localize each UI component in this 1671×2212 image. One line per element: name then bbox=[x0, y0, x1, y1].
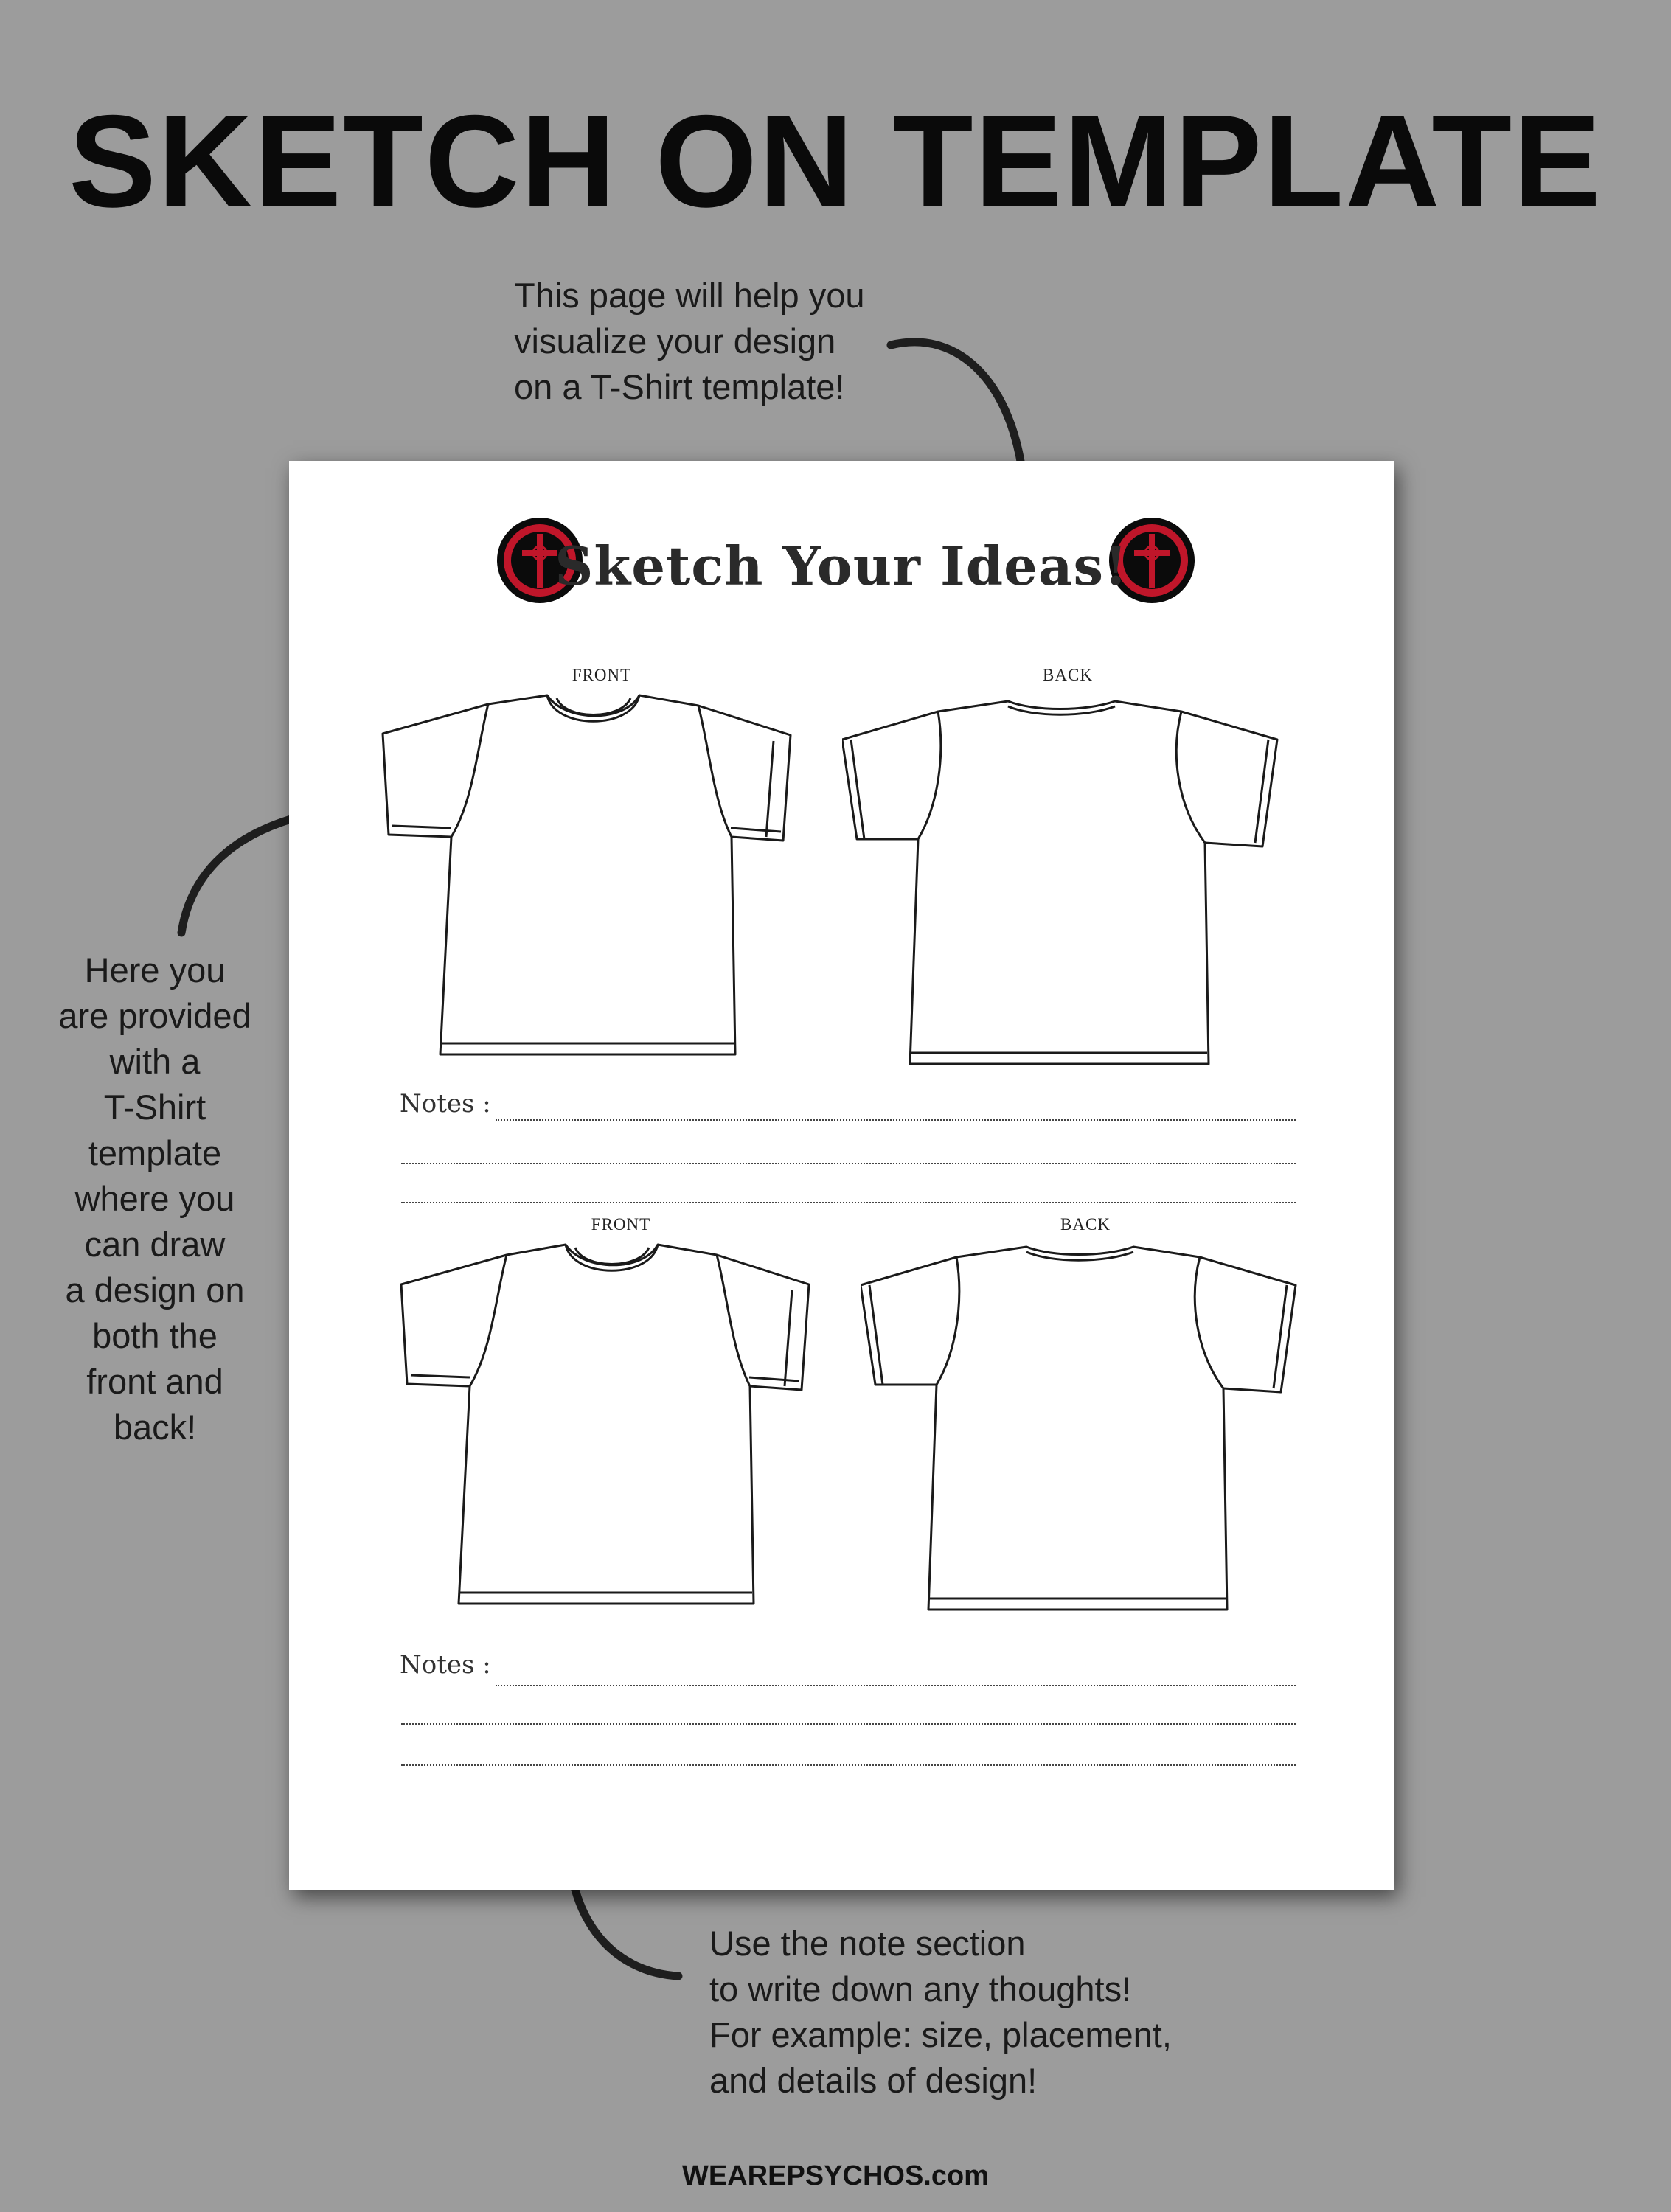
page-title: SKETCH ON TEMPLATE bbox=[69, 88, 1602, 234]
callout-line: with a bbox=[109, 1042, 201, 1081]
note-line[interactable] bbox=[401, 1202, 1296, 1203]
worksheet-title: Sketch Your Ideas! bbox=[555, 535, 1128, 597]
callout-line: on a T-Shirt template! bbox=[514, 367, 845, 406]
worksheet-sheet bbox=[289, 461, 1394, 1890]
callout-line: T-Shirt bbox=[103, 1088, 206, 1127]
note-line[interactable] bbox=[401, 1764, 1296, 1766]
note-line[interactable] bbox=[401, 1723, 1296, 1725]
callout-line: Use the note section bbox=[709, 1924, 1026, 1963]
callout-line: For example: size, placement, bbox=[709, 2015, 1172, 2054]
notes-label: Notes : bbox=[400, 1089, 491, 1119]
tshirt-front-template bbox=[400, 1239, 850, 1637]
callout-line: back! bbox=[113, 1408, 197, 1447]
note-line[interactable] bbox=[496, 1119, 1296, 1121]
note-line[interactable] bbox=[401, 1163, 1296, 1164]
callout-line: are provided bbox=[58, 996, 251, 1035]
callout-line: and details of design! bbox=[709, 2061, 1038, 2100]
callout-line: both the bbox=[92, 1316, 218, 1355]
tshirt-front-template bbox=[381, 689, 831, 1088]
callout-line: visualize your design bbox=[514, 321, 836, 361]
callout-line: where you bbox=[74, 1179, 235, 1218]
tshirt-back-template bbox=[842, 695, 1292, 1093]
back-label: BACK bbox=[1043, 666, 1093, 684]
callout-line: This page will help you bbox=[514, 276, 865, 315]
footer-website: WEAREPSYCHOS.com bbox=[682, 2160, 989, 2191]
note-line[interactable] bbox=[496, 1685, 1296, 1686]
tshirt-back-template bbox=[861, 1241, 1310, 1639]
callout-line: a design on bbox=[65, 1270, 245, 1310]
front-label: FRONT bbox=[591, 1215, 651, 1234]
callout-line: to write down any thoughts! bbox=[709, 1969, 1132, 2008]
callout-line: front and bbox=[86, 1362, 223, 1401]
callout-line: Here you bbox=[84, 950, 226, 990]
callout-line: can draw bbox=[84, 1225, 226, 1264]
front-label: FRONT bbox=[572, 666, 632, 684]
callout-line: template bbox=[88, 1133, 222, 1172]
back-label: BACK bbox=[1060, 1215, 1111, 1234]
notes-label: Notes : bbox=[400, 1650, 491, 1680]
